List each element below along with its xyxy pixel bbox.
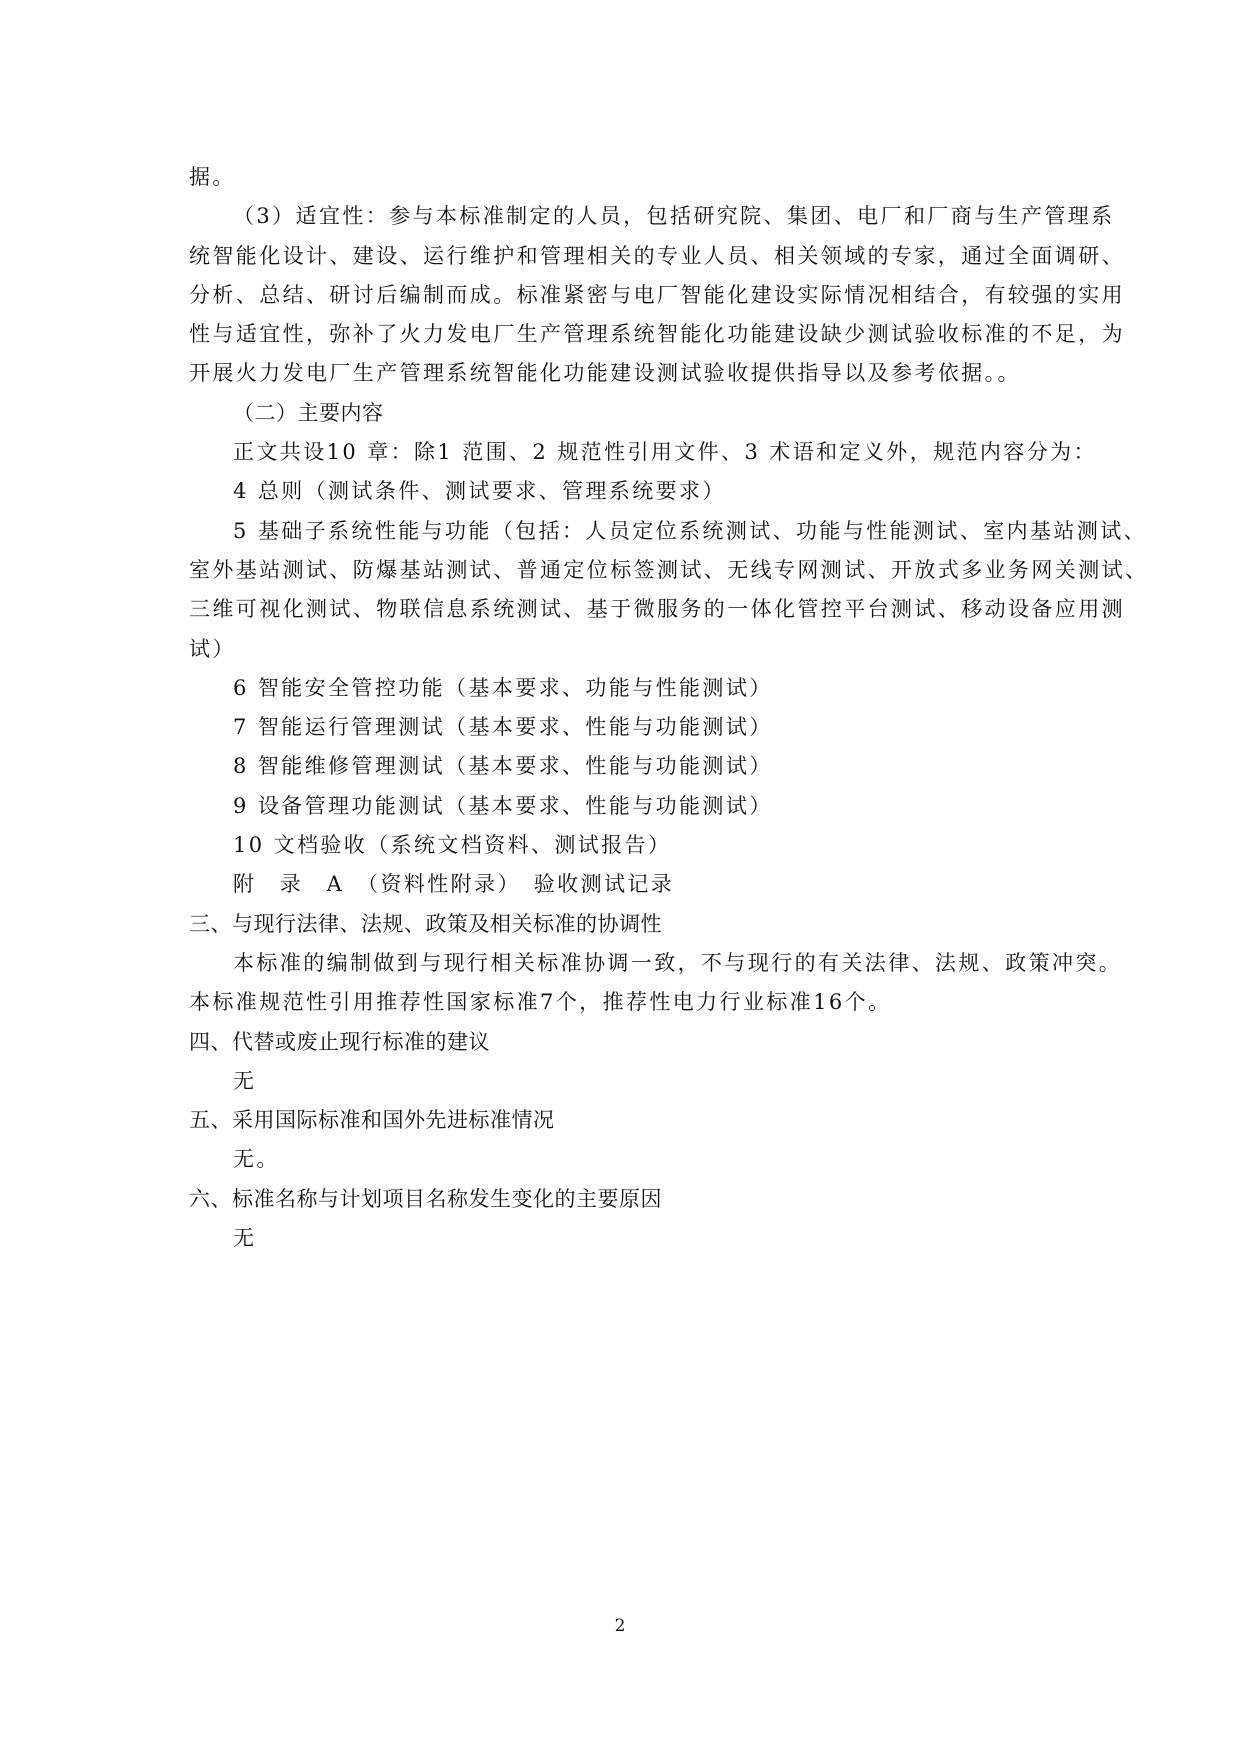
section-heading: 五、采用国际标准和国外先进标准情况 xyxy=(189,1108,555,1133)
section-heading: 六、标准名称与计划项目名称发生变化的主要原因 xyxy=(189,1186,662,1211)
section-text: 无 xyxy=(233,1068,257,1093)
chapter-item: 7 智能运行管理测试（基本要求、性能与功能测试） xyxy=(233,715,773,740)
document-body xyxy=(189,158,1149,1258)
chapter-item: 4 总则（测试条件、测试要求、管理系统要求） xyxy=(233,479,726,504)
chapter-item: 6 智能安全管控功能（基本要求、功能与性能测试） xyxy=(233,675,773,700)
paragraph-line: 分析、总结、研讨后编制而成。标准紧密与电厂智能化建设实际情况相结合，有较强的实用 xyxy=(189,282,1125,307)
chapter-item: 9 设备管理功能测试（基本要求、性能与功能测试） xyxy=(233,793,773,818)
section-heading: 四、代替或废止现行标准的建议 xyxy=(189,1029,490,1054)
section-text: 无。 xyxy=(233,1147,280,1172)
chapter-item: 5 基础子系统性能与功能（包括：人员定位系统测试、功能与性能测试、室内基站测试、 xyxy=(233,518,1148,543)
chapter-item-cont: 试） xyxy=(189,636,236,661)
subsection-heading: （二）主要内容 xyxy=(233,400,384,425)
section-text: 无 xyxy=(233,1226,257,1251)
appendix-item: 附 录 A （资料性附录） 验收测试记录 xyxy=(233,872,675,897)
chapter-item-cont: 三维可视化测试、物联信息系统测试、基于微服务的一体化管控平台测试、移动设备应用测 xyxy=(189,597,1125,622)
paragraph-line: 统智能化设计、建设、运行维护和管理相关的专业人员、相关领域的专家，通过全面调研、 xyxy=(189,243,1125,268)
chapter-item: 10 文档验收（系统文档资料、测试报告） xyxy=(233,833,672,858)
chapter-item-cont: 室外基站测试、防爆基站测试、普通定位标签测试、无线专网测试、开放式多业务网关测试、 xyxy=(189,557,1149,582)
paragraph-line: 本标准规范性引用推荐性国家标准7个，推荐性电力行业标准16个。 xyxy=(189,990,892,1015)
chapter-item: 8 智能维修管理测试（基本要求、性能与功能测试） xyxy=(233,754,773,779)
paragraph-line: （3）适宜性：参与本标准制定的人员，包括研究院、集团、电厂和厂商与生产管理系 xyxy=(233,204,1115,229)
paragraph-line: 本标准的编制做到与现行相关标准协调一致，不与现行的有关法律、法规、政策冲突。 xyxy=(233,950,1123,975)
page-number: 2 xyxy=(614,1616,626,1636)
paragraph-line: 性与适宜性，弥补了火力发电厂生产管理系统智能化功能建设缺少测试验收标准的不足，为 xyxy=(189,322,1125,347)
paragraph-line: 开展火力发电厂生产管理系统智能化功能建设测试验收提供指导以及参考依据。。 xyxy=(189,361,1021,386)
continued-text: 据。 xyxy=(189,165,236,189)
section-heading: 三、与现行法律、法规、政策及相关标准的协调性 xyxy=(189,911,662,936)
intro-line: 正文共设10 章：除1 范围、2 规范性引用文件、3 术语和定义外，规范内容分为： xyxy=(233,440,1097,465)
